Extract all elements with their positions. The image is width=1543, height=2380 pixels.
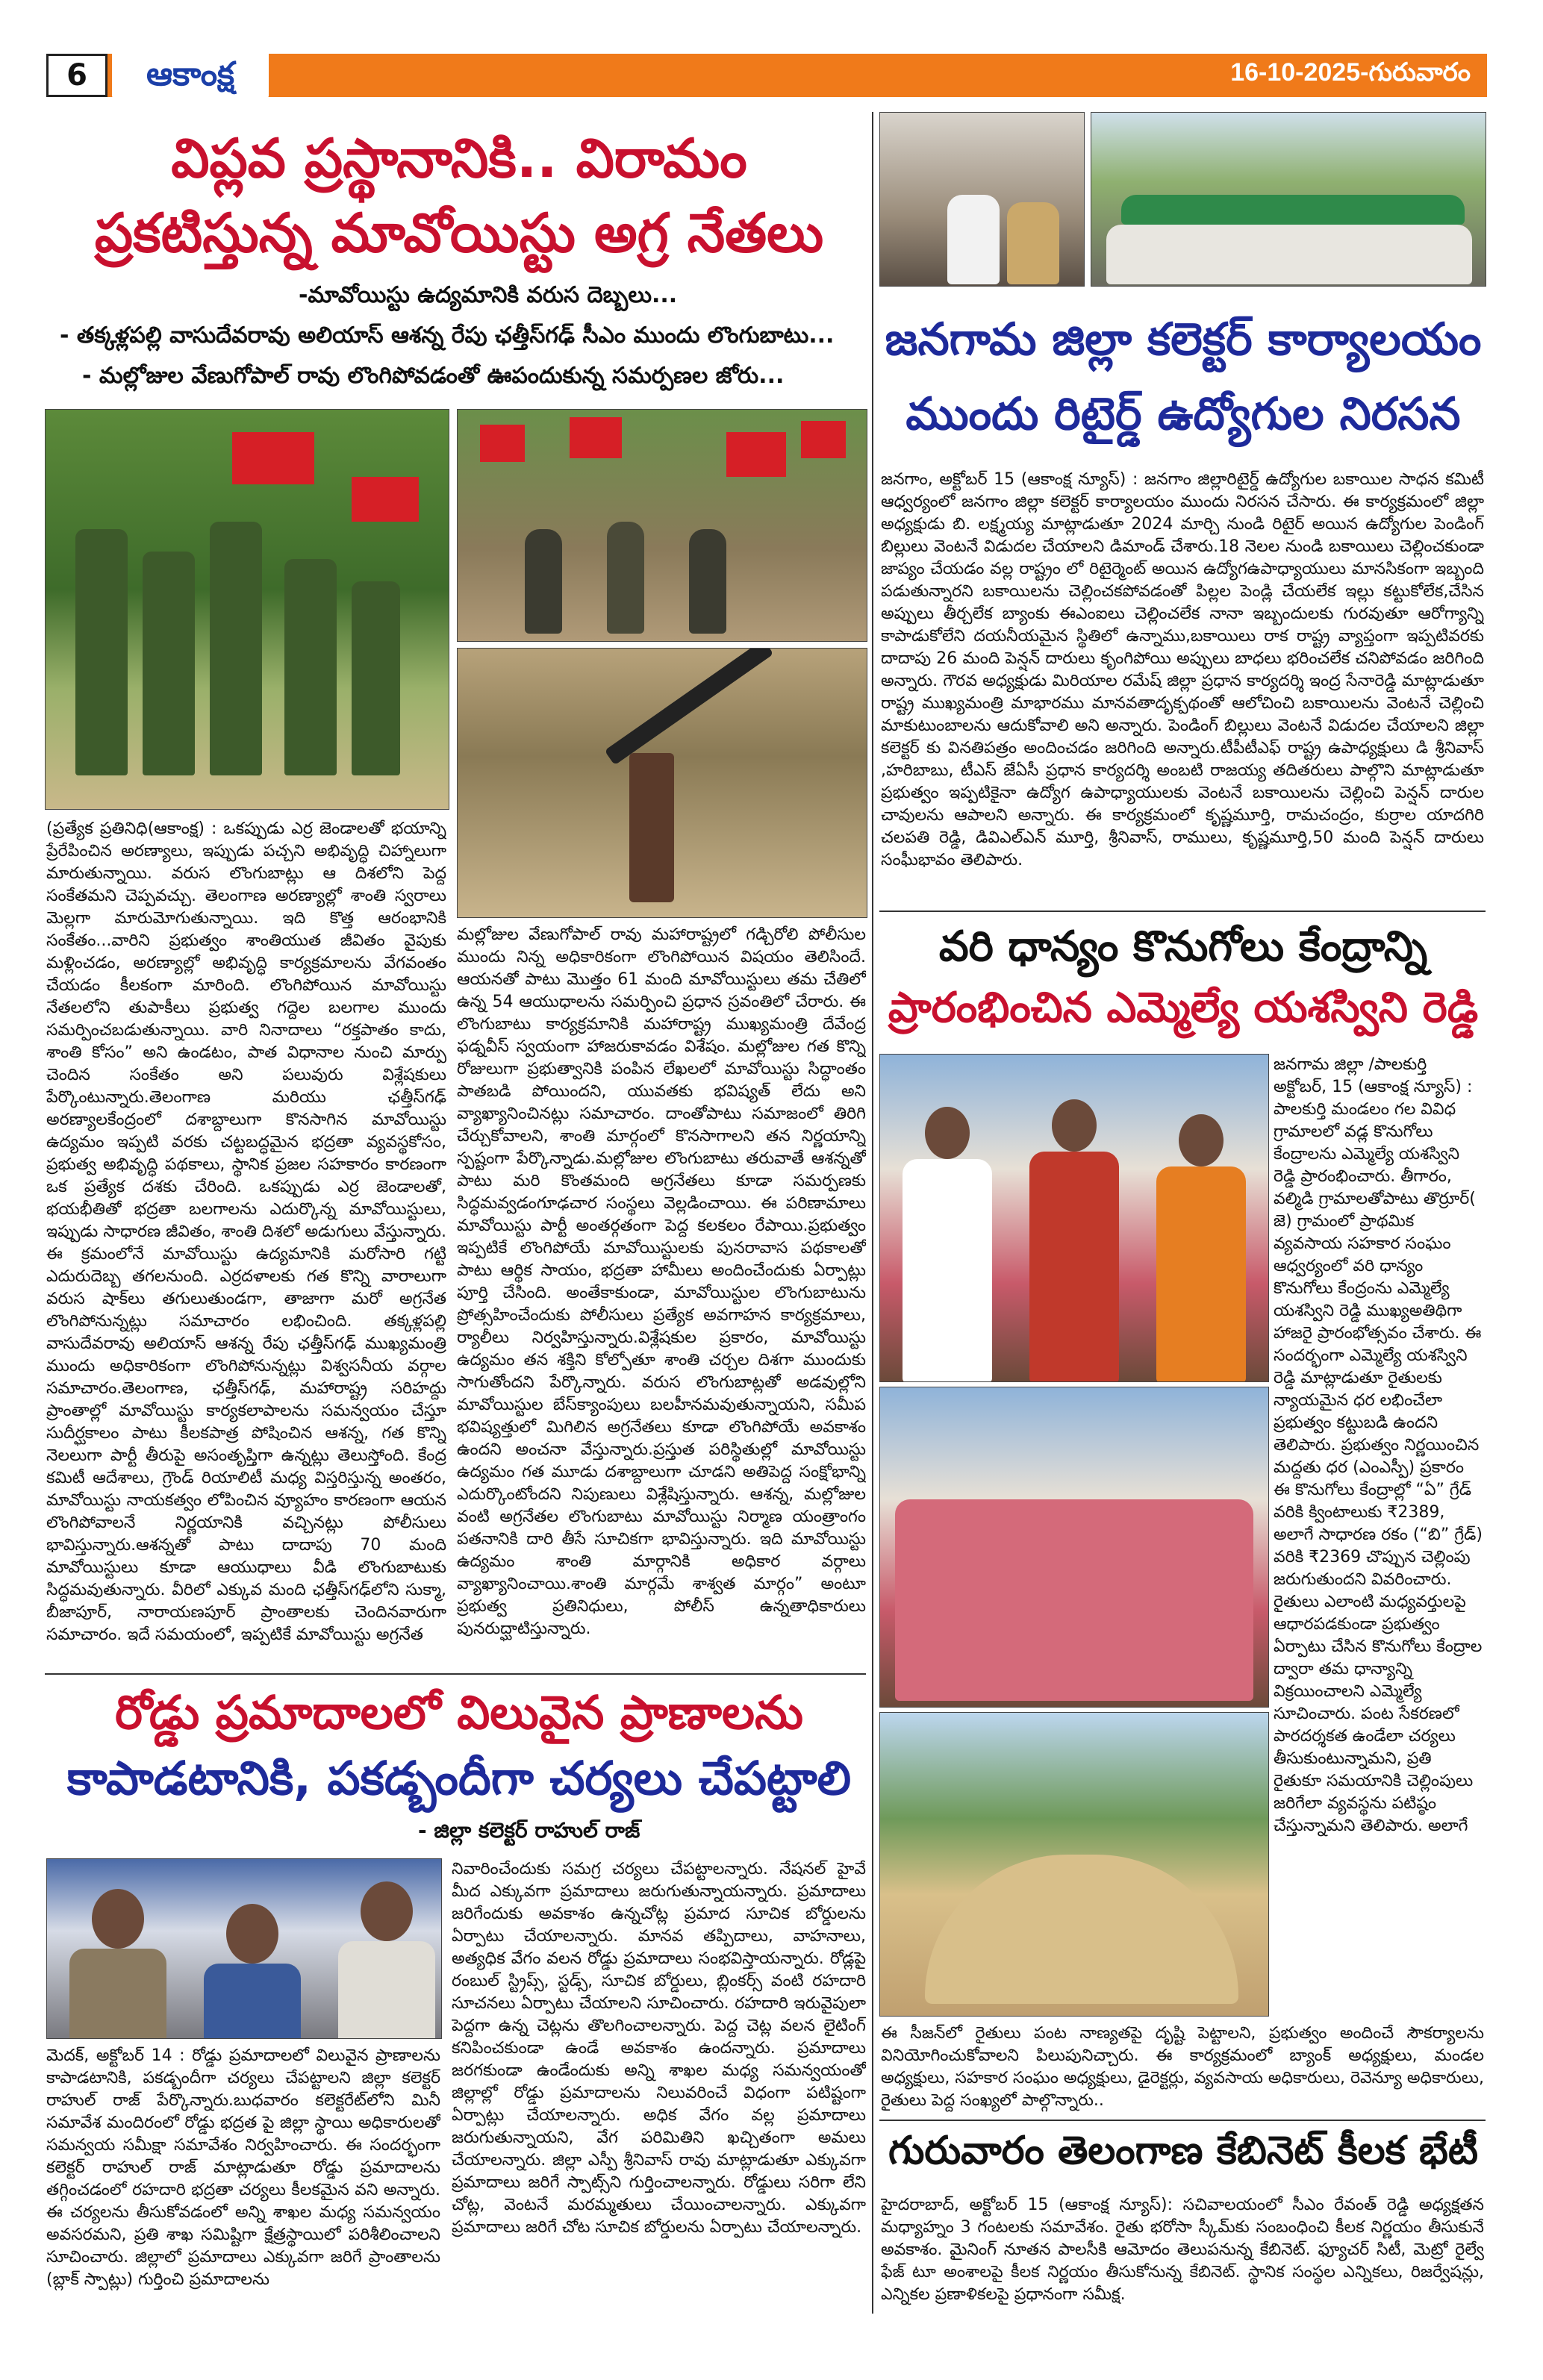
story1-body-col2: మల్లోజుల వేణుగోపాల్ రావు మహారాష్ట్రలో గడ్చిరోలి పోలీసుల ముందు నిన్న అధికారికంగా లొంగిపోయిన విషయం తెలిసిందే. ఆయనతో పాటు మొత్తం 61 మంది మావోయిస్టులు తమ చేతిలో ఉన్న 54 ఆయుధాలను సమర్పించి ప్రధాన స్రవంతిలో చేరారు. ఈ లొంగుబాటు కార్యక్రమానికి మహారాష్ట్ర ముఖ్యమంత్రి దేవేంద్ర ఫడ్నవీస్ స్వయంగా హాజరుకావడం విశేషం. మల్లోజుల గత కొన్ని రోజులుగా ప్రభుత్వానికి పంపిన లేఖలలో మావోయిస్టు సిద్ధాంతం పాతబడి పోయిందని, యువతకు భవిష్యత్ లేదు అని వ్యాఖ్యానించినట్లు సమాచారం. దాంతోపాటు సమాజంలో తిరిగి చేర్చుకోవాలని, శాంతి మార్గంలో కొనసాగాలని తన నిర్ణయాన్ని స్పష్టంగా పేర్కొన్నాడు.మల్లోజుల లొంగుబాటు తరువాతే ఆశన్నతో పాటు మరి కొంతమంది అగ్రనేతలు కూడా సమర్పణకు సిద్ధమవ్వడంగూఢచార సంస్థలు వెల్లడించాయి. ఈ పరిణామాలు మావోయిస్టు పార్టీ అంతర్గతంగా పెద్ద కలకలం రేపాయి.ప్రభుత్వం ఇప్పటికే లొంగిపోయే మావోయిస్టులకు పునరావాస పథకాలతో పాటు ఆర్థిక సాయం, భద్రతా హామీలు అందించేందుకు ఏర్పాట్లు పూర్తి చేసింది. అంతేకాకుండా, మావోయిస్టుల లొంగుబాటును ప్రోత్సహించేందుకు పోలీసులు ప్రత్యేక అవగాహన కార్యక్రమాలు, ర్యాలీలు నిర్వహిస్తున్నారు.విశ్లేషకుల ప్రకారం, మావోయిస్టు ఉద్యమం తన శక్తిని కోల్పోతూ శాంతి చర్చల దిశగా ముందుకు సాగుతోందని పేర్కొన్నారు. వరుస లొంగుబాట్లతో అడవుల్లోని మావోయిస్టుల బేస్‌క్యాంపులు బలహీనమవుతున్నాయని, సమీప భవిష్యత్తులో మిగిలిన అగ్రనేతలు కూడా లొంగిపోయే అవకాశం ఉందని అంచనా వేస్తున్నారు.ప్రస్తుత పరిస్థితుల్లో మావోయిస్టు ఉద్యమం గత మూడు దశాబ్దాలుగా చూడని అతిపెద్ద సంక్షోభాన్ని ఎదుర్కొంటోందని నిపుణులు విశ్లేషిస్తున్నారు. ఆశన్న, మల్లోజుల వంటి అగ్రనేతల లొంగుబాటు మావోయిస్టు నిర్మాణ యంత్రాంగం పతనానికి దారి తీసే సూచికగా భావిస్తున్నారు. ఇది మావోయిస్టు ఉద్యమం శాంతి మార్గానికి అధికార వర్గాలు వ్యాఖ్యానించాయి.శాంతి మార్గమే శాశ్వత మార్గం” అంటూ ప్రభుత్వ ప్రతినిధులు, పోలీస్ ఉన్నతాధికారులు పునరుద్ఘాటిస్తున్నారు.	[457, 925, 866, 1638]
story1-headline-line2: ప్రకటిస్తున్న మావోయిస్టు అగ్ర నేతలు	[94, 202, 824, 264]
section-divider	[45, 1673, 866, 1675]
story2-headline-line2: ముందు రిటైర్డ్ ఉద్యోగుల నిరసన	[905, 388, 1461, 440]
story5-headline: గురువారం తెలంగాణ కేబినెట్ కీలక భేటీ	[888, 2128, 1478, 2173]
section-divider	[879, 2120, 1486, 2121]
story4-body-left: మెదక్, అక్టోబర్ 14 : రోడ్డు ప్రమాదాలలో విలువైన ప్రాణాలను కాపాడటానికి, పకడ్బందీగా చర్యలు చేపట్టాలని జిల్లా కలెక్టర్ రాహుల్ రాజ్ పేర్కొన్నారు.బుధవారం కలెక్టరేట్‌లోని మినీ సమావేశ మందిరంలో రోడ్డు భద్రత పై జిల్లా స్థాయి అధికారులతో సమన్వయ సమీక్షా సమావేశం నిర్వహించారు. ఈ సందర్భంగా కలెక్టర్ రాహుల్ రాజ్ మాట్లాడుతూ రోడ్డు ప్రమాదాలను తగ్గించడంలో రహదారి భద్రతా చర్యలు కీలకమైన వని అన్నారు. ఈ చర్యలను తీసుకోవడంలో అన్ని శాఖల మధ్య సమన్వయం అవసరమని, ప్రతి శాఖ సమిష్టిగా క్షేత్రస్థాయిలో పరిశీలించాలని సూచించారు. జిల్లాలో ప్రమాదాలు ఎక్కువగా జరిగే ప్రాంతాలను (బ్లాక్ స్పాట్లు) గుర్తించి ప్రమాదాలను	[46, 2046, 440, 2289]
story3-body-full: ఈ సీజన్‌లో రైతులు పంట నాణ్యతపై దృష్టి పెట్టాలని, ప్రభుత్వం అందించే సౌకర్యాలను వినియోగించుకోవాలని పిలుపునిచ్చారు. ఈ కార్యక్రమంలో బ్యాంక్ అధ్యక్షులు, మండల అధ్యక్షులు, సహకార సంఘం అధ్యక్షులు, డైరెక్టర్లు, వ్యవసాయ అధికారులు, రెవెన్యూ అధికారులు, రైతులు పెద్ద సంఖ్యలో పాల్గొన్నారు..	[881, 2024, 1484, 2110]
newspaper-logo: ఆకాంక్ష	[112, 51, 269, 99]
maoist-cadres-illustration	[45, 409, 449, 810]
story3-headline-line2: ప్రారంభించిన ఎమ్మెల్యే యశస్విని రెడ్డి	[888, 984, 1479, 1032]
story1-subhead: - మల్లోజుల వేణుగోపాల్ రావు లొంగిపోవడంతో ఊపందుకున్న సమర్పణల జోరు...	[82, 363, 785, 389]
story4-byline: - జిల్లా కలెక్టర్ రాహుల్ రాజ్	[418, 1818, 640, 1843]
story4-body-right: నివారించేందుకు సమగ్ర చర్యలు చేపట్టాలన్నారు. నేషనల్ హైవే మీద ఎక్కువగా ప్రమాదాలు జరుగుతున్నాయన్నారు. ప్రమాదాలు జరిగేందుకు అవకాశం ఉన్నచోట్ల ప్రమాద సూచిక బోర్డులను ఏర్పాటు చేయాలన్నారు. మానవ తప్పిదాలు, వాహనాలు, అత్యధిక వేగం వలన రోడ్డు ప్రమాదాలు సంభవిస్తాయన్నారు. రోడ్లపై రంబుల్ స్ట్రిప్స్, స్టడ్స్, సూచిక బోర్డులు, బ్లింకర్స్ వంటి రహదారి సూచనలు ఏర్పాటు చేయాలని సూచించారు. రహదారి ఇరువైపులా పెద్దగా ఉన్న చెట్లను తొలగించాలన్నారు. పెద్ద చెట్ల వలన లైటింగ్ కనిపించకుండా ఉండే అవకాశం ఉందన్నారు. ప్రమాదాలు జరగకుండా ఉండేందుకు అన్ని శాఖల మధ్య సమన్వయంతో జిల్లాల్లో రోడ్డు ప్రమాదాలను నిలువరించే విధంగా పటిష్టంగా ఏర్పాట్లు చేయాలన్నారు. అధిక వేగం వల్ల ప్రమాదాలు జరుగుతున్నాయని, వేగ పరిమితిని ఖచ్చితంగా అమలు చేయాలన్నారు. జిల్లా ఎస్పీ శ్రీనివాస్ రావు మాట్లాడుతూ ఎక్కువగా ప్రమాదాలు జరిగే స్పాట్స్‌ని గుర్తించాలన్నారు. రోడ్డులు సరిగా లేని చోట్ల, వెంటనే మరమ్మతులు చేయించాలన్నారు. ఎక్కువగా ప్రమాదాలు జరిగే చోట సూచిక బోర్డులను ఏర్పాటు చేయాలన్నారు.	[452, 1860, 866, 2237]
farmers-group-photo	[879, 1387, 1269, 1708]
story4-headline-line2: కాపాడటానికి, పకడ్బందీగా చర్యలు చేపట్టాలి	[66, 1751, 852, 1805]
story1-body-col1: (ప్రత్యేక ప్రతినిధి(ఆకాంక్ష) : ఒకప్పుడు ఎర్ర జెండాలతో భయాన్ని ప్రేరేపించిన అరణ్యాలు, ఇప్పుడు పచ్చని అభివృద్ధి చిహ్నాలుగా మారుతున్నాయి. వరుస లొంగుబాట్లు ఆ దిశలోని పెద్ద సంకేతమని చెప్పవచ్చు. తెలంగాణ అరణ్యాల్లో శాంతి స్వరాలు మెల్లగా మారుమోగుతున్నాయి. ఇది కొత్త ఆరంభానికి సంకేతం...వారిని ప్రభుత్వం శాంతియుత జీవితం వైపుకు మళ్లించడం, అరణ్యాల్లో అభివృద్ధి కార్యక్రమాలను వేగవంతం చేయడం కీలకంగా మారింది. లొంగిపోయిన మావోయిస్టు నేతలలోని తుపాకీలు ప్రభుత్వ గద్దెల బలగాల ముందు సమర్పించబడుతున్నాయి. వారి నినాదాలు “రక్తపాతం కాదు, శాంతి కోసం” అని ఉండటం, పాత విధానాల నుంచి మార్పు చెందిన సంకేతం అని పలువురు విశ్లేషకులు పేర్కొంటున్నారు.తెలంగాణ మరియు ఛత్తీస్‌గఢ్ అరణ్యాలకేంద్రంలో దశాబ్దాలుగా కొనసాగిన మావోయిస్టు ఉద్యమం ఇప్పటి వరకు చట్టబద్ధమైన భద్రతా వ్యవస్థకోసం, ప్రభుత్వ అభివృద్ధి పథకాలు, స్థానిక ప్రజల సహకారం కారణంగా ఒక ప్రత్యేక దశకు చేరింది. ఒకప్పుడు ఎర్ర జెండాలతో, భయభీతితో భద్రతా బలగాలను ఎదుర్కొన్న మావోయిస్టులు, ఇప్పుడు సాధారణ జీవితం, శాంతి దిశలో అడుగులు వేస్తున్నారు. ఈ క్రమంలోనే మావోయిస్టు ఉద్యమానికి మరోసారి గట్టి ఎదురుదెబ్బ తగలనుంది. ఎర్రదళాలకు గత కొన్ని వారాలుగా వరుస షాక్‌లు తగులుతుండగా, తాజాగా మరో అగ్రనేత లొంగిపోనున్నట్లు సమాచారం లభించింది. తక్కళ్లపల్లి వాసుదేవరావు అలియాస్ ఆశన్న రేపు ఛత్తీస్‌గఢ్ ముఖ్యమంత్రి ముందు అధికారికంగా లొంగిపోనున్నట్లు విశ్వసనీయ వర్గాల సమాచారం.తెలంగాణ, ఛత్తీస్‌గఢ్, మహారాష్ట్ర సరిహద్దు ప్రాంతాల్లో మావోయిస్టు కార్యకలాపాలను సమన్వయం చేస్తూ సుదీర్ఘకాలం పాటు కీలకపాత్ర పోషించిన ఆశన్న, గత కొన్ని నెలలుగా పార్టీ తీరుపై అసంతృప్తిగా ఉన్నట్లు తెలుస్తోంది. కేంద్ర కమిటీ ఆదేశాలు, గ్రౌండ్ రియాలిటీ మధ్య విస్తరిస్తున్న అంతరం, మావోయిస్టు నాయకత్వం లోపించిన వ్యూహం కారణంగా ఆయన లొంగిపోవాలనే నిర్ణయానికి వచ్చినట్లు పోలీసులు భావిస్తున్నారు.ఆశన్నతో పాటు దాదాపు 70 మంది మావోయిస్టులు కూడా ఆయుధాలు వీడి లొంగుబాటుకు సిద్ధమవుతున్నారు. వీరిలో ఎక్కువ మంది ఛత్తీస్‌గఢ్‌లోని సుక్మా, బీజాపూర్, నారాయణపూర్ ప్రాంతాలకు చెందినవారుగా సమాచారం. ఇదే సమయంలో, ఇప్పటికే మావోయిస్టు అగ్రనేత	[46, 819, 446, 1644]
road-safety-meeting-photo	[46, 1858, 442, 2039]
story1-subhead: -మావోయిస్టు ఉద్యమానికి వరుస దెబ్బలు...	[299, 282, 678, 308]
collector-office-photo	[879, 112, 1085, 287]
story1-headline-line1: విప్లవ ప్రస్థానానికి.. విరామం	[171, 127, 747, 190]
page-number: 6	[46, 54, 107, 97]
story2-headline-line1: జనగామ జిల్లా కలెక్టర్ కార్యాలయం	[885, 313, 1482, 366]
story4-headline-line1: రోడ్డు ప్రమాదాలలో విలువైన ప్రాణాలను	[115, 1685, 803, 1740]
mla-inauguration-photo	[879, 1054, 1269, 1382]
issue-date: 16-10-2025-గురువారం	[1230, 58, 1471, 87]
section-divider	[879, 911, 1486, 912]
story5-body: హైదరాబాద్, అక్టోబర్ 15 (ఆకాంక్ష న్యూస్): సచివాలయంలో సీఎం రేవంత్ రెడ్డి అధ్యక్షతన మధ్యాహ్నం 3 గంటలకు సమావేశం. రైతు భరోసా స్కీమ్‌కు సంబంధించి కీలక నిర్ణయం తీసుకునే అవకాశం. మైనింగ్ నూతన పాలసీకి ఆమోదం తెలుపనున్న కేబినెట్. ఫ్యూచర్ సిటీ, మెట్రో రైల్వే ఫేజ్ టూ అంశాలపై కీలక నిర్ణయం తీసుకోనున్న కేబినెట్. స్థానిక సంస్థల ఎన్నికలు, రిజర్వేషన్లు, ఎన్నికల ప్రణాళికలపై ప్రధానంగా సమీక్ష.	[881, 2196, 1484, 2304]
rifle-raised-photo	[457, 648, 867, 918]
column-divider	[872, 112, 873, 2314]
story3-body-side: జనగామ జిల్లా /పాలకుర్తి అక్టోబర్, 15 (ఆకాంక్ష న్యూస్) : పాలకుర్తి మండలం గల వివిధ గ్రామాలలో వడ్ల కొనుగోలు కేంద్రాలను ఎమ్మెల్యే యశస్విని రెడ్డి ప్రారంభించారు. తీగారం, వల్మిడి గ్రామాలతోపాటు తొర్రూర్( జె) గ్రామంలో ప్రాథమిక వ్యవసాయ సహకార సంఘం ఆధ్వర్యంలో వరి ధాన్యం కొనుగోలు కేంద్రంను ఎమ్మెల్యే యశస్విని రెడ్డి ముఖ్యఅతిథిగా హాజరై ప్రారంభోత్సవం చేశారు. ఈ సందర్భంగా ఎమ్మెల్యే యశస్విని రెడ్డి మాట్లాడుతూ రైతులకు న్యాయమైన ధర లభించేలా ప్రభుత్వం కట్టుబడి ఉందని తెలిపారు. ప్రభుత్వం నిర్ణయించిన మద్దతు ధర (ఎంఎస్పీ) ప్రకారం ఈ కొనుగోలు కేంద్రాల్లో “ఏ” గ్రేడ్ వరికి క్వింటాలుకు ₹2389, అలాగే సాధారణ రకం (“బి” గ్రేడ్) వరికి ₹2369 చొప్పున చెల్లింపు జరుగుతుందని వివరించారు. రైతులు ఎలాంటి మధ్యవర్తులపై ఆధారపడకుండా ప్రభుత్వం ఏర్పాటు చేసిన కొనుగోలు కేంద్రాల ద్వారా తమ ధాన్యాన్ని విక్రయించాలని ఎమ్మెల్యే సూచించారు. పంట సేకరణలో పారదర్శకత ఉండేలా చర్యలు తీసుకుంటున్నామని, ప్రతి రైతుకూ సమయానికి చెల్లింపులు జరిగేలా వ్యవస్థను పటిష్ఠం చేస్తున్నామని తెలిపారు. అలాగే	[1274, 1055, 1483, 1835]
paddy-heap-photo	[879, 1712, 1269, 2017]
story2-body: జనగాం, అక్టోబర్ 15 (ఆకాంక్ష న్యూస్) : జనగాం జిల్లారిటైర్డ్ ఉద్యోగుల బకాయిల సాధన కమిటీ ఆధ్వర్యంలో జనగాం జిల్లా కలెక్టర్ కార్యాలయం ముందు నిరసన చేసారు. ఈ కార్యక్రమంలో జిల్లా అధ్యక్షుడు బి. లక్ష్మయ్య మాట్లాడుతూ 2024 మార్చి నుండి రిటైర్ అయిన ఉద్యోగుల పెండింగ్ బిల్లులు వెంటనే విడుదల చేయాలని డిమాండ్ చేశారు.18 నెలల నుండి బకాయిలు చెల్లించకుండా జాప్యం చేయడం వల్ల రాష్ట్రం లో రిటైర్మెంట్ అయిన ఉద్యోగఉపాధ్యాయులు మానసికంగా ఇబ్బంది పడుతున్నారని బకాయిలను చెల్లించకపోవడంతో పిల్లల పెండ్లి చేయలేక ఇల్లు కట్టుకోలేక,చేసిన అప్పులు తీర్చలేక బ్యాంకు ఈఎంఐలు చెల్లించలేక నానా ఇబ్బందులకు గురవుతూ ఆరోగ్యాన్ని కాపాడుకోలేని దయనీయమైన స్థితిలో ఉన్నాము,బకాయిలు రాక రాష్ట్ర వ్యాప్తంగా ఇప్పటివరకు దాదాపు 26 మంది పెన్షన్ దారులు కృంగిపోయి అప్పులు బాధలు భరించలేక చనిపోవడం జరిగింది అన్నారు. గౌరవ అధ్యక్షుడు మిరియాల రమేష్ జిల్లా ప్రధాన కార్యదర్శి ఇంద్ర సేనారెడ్డి మాట్లాడుతూ రాష్ట్ర ముఖ్యమంత్రి మాభారము మానవతాదృక్పథంతో ఆలోచించి బకాయిలను వెంటనే చెల్లించి మాకుటుంబాలను ఆదుకోవాలి అని అన్నారు. పెండింగ్ బిల్లులు వెంటనే విడుదల చేయాలని జిల్లా కలెక్టర్ కు వినతిపత్రం అందించడం జరిగింది అన్నారు.టీపీటీఎఫ్ రాష్ట్ర ఉపాధ్యక్షులు డి శ్రీనివాస్ ,హరిబాబు, టీఎస్ జేఏసీ ప్రధాన కార్యదర్శి అంబటి రాజయ్య తదితరులు పాల్గొని మాట్లాడుతూ ప్రభుత్వం ఇప్పటికైనా ఉద్యోగ ఉపాధ్యాయులకు వెంటనే బకాయిలను చెల్లించి పెన్షన్ దారుల చావులను ఆపాలని అన్నారు. ఈ కార్యక్రమంలో కృష్ణమూర్తి, రామచంద్రం, కుర్రాల యాదగిరి చలపతి రెడ్డి, డివిఎల్ఎన్ మూర్తి, శ్రీనివాస్, రాములు, కృష్ణమూర్తి,50 మంది పెన్షన్ దారులు సంఘీభావం తెలిపారు.	[881, 470, 1484, 869]
story3-headline-line1: వరి ధాన్యం కొనుగోలు కేంద్రాన్ని	[938, 922, 1428, 971]
story1-subhead: - తక్కళ్లపల్లి వాసుదేవరావు అలియాస్ ఆశన్న రేపు ఛత్తీస్‌గఢ్ సీఎం ముందు లొంగుబాటు...	[60, 322, 835, 349]
maoist-rally-photo	[457, 409, 867, 642]
retired-employees-protest-photo	[1091, 112, 1486, 287]
